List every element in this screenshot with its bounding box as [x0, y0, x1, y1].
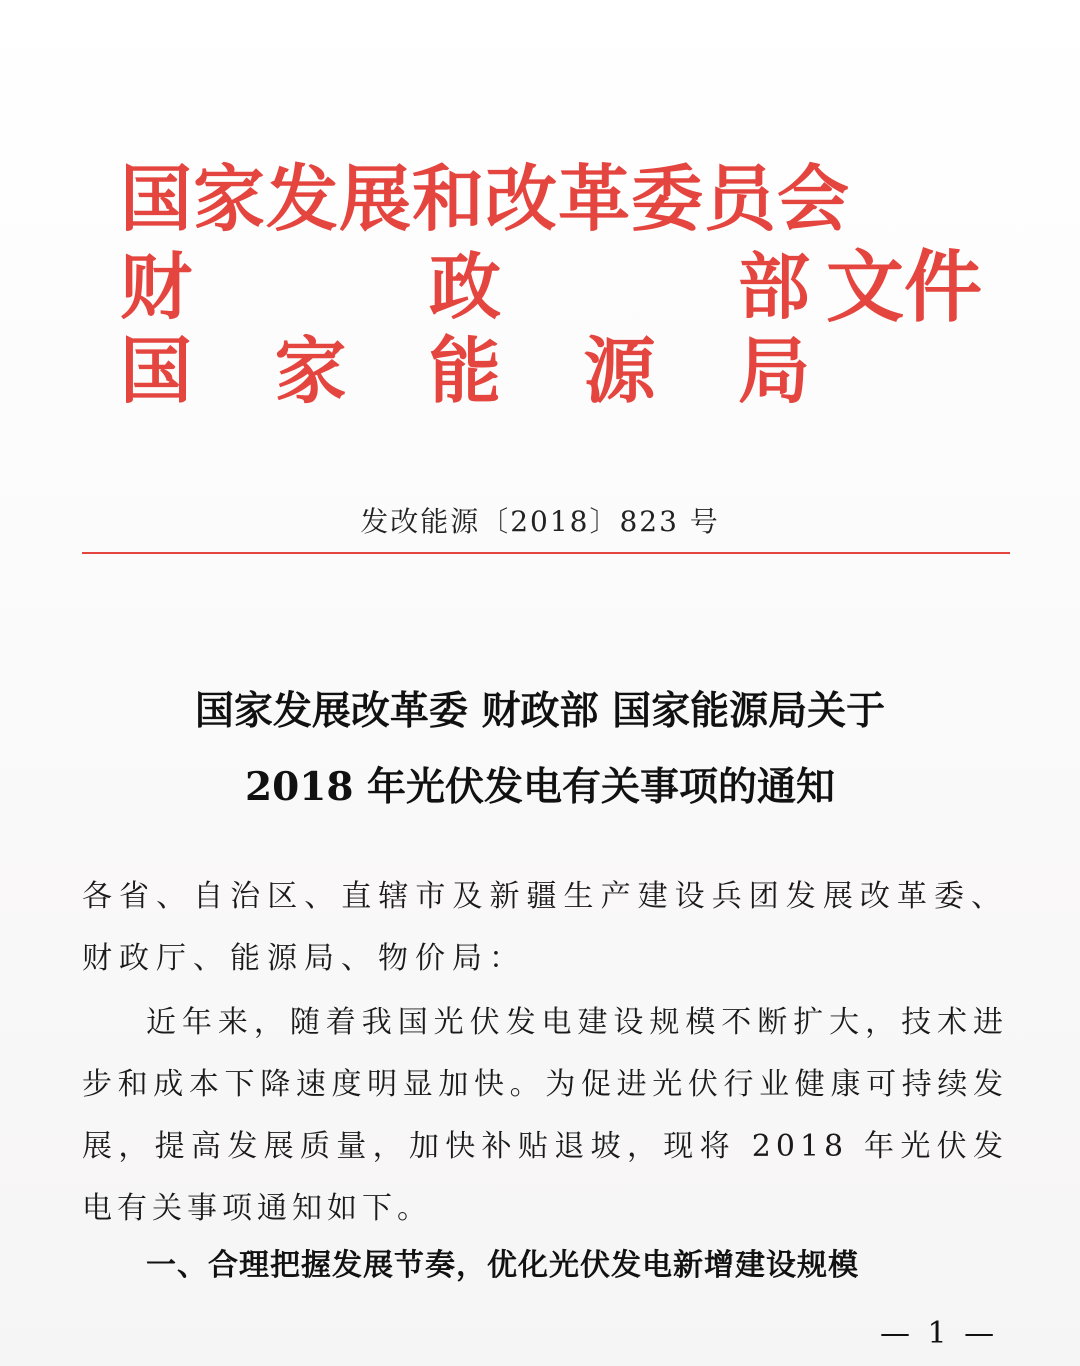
issuing-agency-header [120, 158, 1000, 418]
agency-char: 国 [120, 328, 193, 413]
agency-char: 家 [274, 328, 347, 413]
agency-line-mof [120, 246, 810, 328]
red-separator-line [82, 552, 1010, 554]
agency-line-nea [120, 330, 810, 412]
body-paragraph: 近年来，随着我国光伏发电建设规模不断扩大，技术进步和成本下降速度明显加快。为促进光伏行业健康可持续发展，提高发展质量，加快补贴退坡，现将 2018 年光伏发电有关事项通知如下。 [82, 1005, 1008, 1226]
agency-char: 部 [737, 244, 810, 329]
recipient-paragraph: 各省、自治区、直辖市及新疆生产建设兵团发展改革委、财政厅、能源局、物价局： [82, 879, 1008, 976]
document-type-label: 文件 [826, 242, 983, 333]
document-title-line-1: 国家发展改革委 财政部 国家能源局关于 [194, 688, 886, 734]
document-number: 发改能源〔2018〕823 号 [360, 505, 720, 538]
agency-char: 能 [428, 328, 501, 413]
page-number: — 1 — [880, 1316, 999, 1351]
agency-char: 财 [120, 244, 193, 329]
agency-char: 局 [737, 328, 810, 413]
document-title-line-2: 2018 年光伏发电有关事项的通知 [244, 764, 836, 810]
section-heading: 一、合理把握发展节奏，优化光伏发电新增建设规模 [146, 1248, 859, 1283]
agency-char: 政 [428, 244, 501, 329]
agency-line-ndrc: 国家发展和改革委员会 [120, 156, 851, 241]
agency-char: 源 [583, 328, 656, 413]
